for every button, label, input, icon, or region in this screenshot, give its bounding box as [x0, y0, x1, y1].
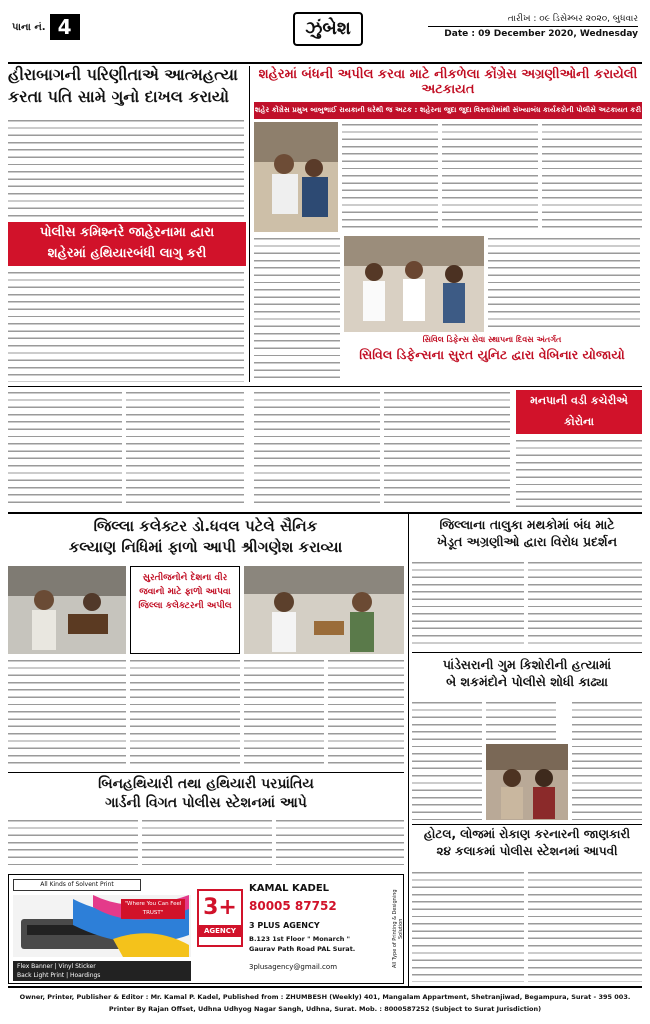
article-body-hotel-2 — [528, 870, 642, 982]
headline-arms-notice-line1: બિનહથિયારી તથા હથિયારી પરપ્રાંતિય — [98, 776, 314, 792]
article-body-police-notice — [8, 270, 244, 382]
article-body-congress-3 — [542, 122, 642, 232]
headline-hirabag-line2: કરતા પતિ સામે ગુનો દાખલ કરાયો — [8, 87, 230, 107]
ad-company: 3 PLUS AGENCY — [249, 921, 320, 930]
ad-logo-label: AGENCY — [199, 925, 241, 937]
photo-pandesara — [486, 744, 568, 820]
headline-hotel-line2: ૨૪ કલાકમાં પોલીસ સ્ટેશનમાં આપવી — [436, 843, 618, 858]
photo-collector-1 — [8, 566, 126, 654]
article-body-collector-2 — [130, 658, 240, 768]
headline-bandh — [412, 518, 642, 550]
headline-collector-line1: જિલ્લા કલેક્ટર ડો.ધવલ પટેલે સૈનિક — [93, 517, 318, 535]
photo-collector-2 — [244, 566, 404, 654]
article-body-pandesara-1 — [412, 700, 482, 820]
headline-civil-defence: સિવિલ ડિફેન્સના સુરત યુનિટ દ્વારા વેબિનાર યોજાયો — [359, 347, 625, 362]
row-divider — [8, 386, 642, 387]
headline-congress: શહેરમાં બંધની અપીલ કરવા માટે નીકળેલા કોંગ્રેસ અગ્રણીઓની કરાયેલી અટકાયત — [258, 67, 638, 97]
article-body-congress-1 — [342, 122, 438, 232]
article-body-mid-1 — [254, 236, 340, 382]
article-body-collector-4 — [328, 658, 404, 768]
ad-tagline: All Kinds of Solvent Print — [13, 879, 141, 891]
page-number: 4 — [50, 14, 80, 40]
article-body-bandh-1 — [412, 560, 524, 648]
ad-contact-name: KAMAL KADEL — [249, 883, 330, 894]
row-divider-3 — [412, 652, 642, 653]
photo-congress-1 — [254, 122, 338, 232]
advertisement-3plus — [8, 874, 404, 984]
footer-line-2: Printer By Rajan Offset, Udhna Udhyog Nagar Sangh, Udhna, Surat. Mob. : 8000587252 (Subject to Surat Jurisdiction) — [108, 1005, 542, 1013]
headline-police-notice-line2: શહેરમાં હથિયારબંધી લાગુ કરી — [47, 246, 207, 261]
article-body-hirabag — [8, 118, 244, 218]
ad-address-2: Gaurav Path Road PAL Surat. — [249, 945, 356, 953]
article-body-row3-1 — [8, 390, 122, 508]
article-body-bandh-2 — [528, 560, 642, 648]
deck-congress: શહેર કોંગ્રેસ પ્રમુખ બાબુભાઈ રાયકાની ઘરેથી જ અટક : શહેરના જુદા જુદા વિસ્તારોમાંથી સંખ્યાબંધ કાર્યકરોની પોલીસે અટકાયત કરી — [254, 102, 642, 119]
page-label: પાના નં. — [12, 21, 46, 33]
row-divider-5 — [8, 772, 404, 773]
headline-police-notice — [8, 222, 246, 266]
headline-collector-line2: કલ્યાણ નિધિમાં ફાળો આપી શ્રીગણેશ કરાવ્યા — [68, 538, 343, 557]
article-body-collector-1 — [8, 658, 126, 768]
headline-bandh-line2: ખેડૂત અગ્રણીઓ દ્વારા વિરોધ પ્રદર્શન — [436, 534, 618, 550]
kicker-civil-defence: સિવિલ ડિફેન્સ સેવા સ્થાપના દિવસ અંતર્ગત — [422, 335, 562, 344]
headline-hirabag-line1: હીરાબાગની પરિણીતાએ આત્મહત્યા — [8, 65, 238, 84]
row-divider-2 — [8, 512, 642, 514]
page-number-block — [12, 14, 80, 40]
ad-service-2: Back Light Print | Hoardings — [17, 972, 101, 979]
dateline — [428, 12, 638, 41]
headline-police-notice-line1: પોલીસ કમિશ્નરે જાહેરનામા દ્વારા — [39, 225, 215, 240]
footer-imprint — [8, 986, 642, 1016]
ad-logo — [197, 889, 243, 947]
article-body-hotel-1 — [412, 870, 524, 982]
date-english: Date : 09 December 2020, Wednesday — [428, 26, 638, 41]
newspaper-page — [8, 8, 642, 1016]
footer-line-1: Owner, Printer, Publisher & Editor : Mr. Kamal P. Kadel, Published from : ZHUMBESH (Weekly) 401, Mangalam Appartment, Shetranjiwad, Begampura, Surat - 395 003. — [19, 993, 631, 1001]
ad-services — [13, 961, 191, 981]
collector-sidebar: સુરતીજનોને દેશના વીર જવાનો માટે ફાળો આપવા જિલ્લા કલેક્ટરની અપીલ — [130, 566, 240, 654]
article-body-civil-defence-2 — [384, 390, 510, 508]
headline-hirabag — [8, 66, 246, 107]
headline-pandesara-line2: બે શકમંદોને પોલીસે શોધી કાઢ્યા — [446, 674, 608, 690]
date-gujarati: તારીખ : ૦૯ ડિસેમ્બર ૨૦૨૦, બુધવાર — [507, 14, 638, 24]
headline-bandh-line1: જિલ્લાના તાલુકા મથકોમાં બંધ માટે — [439, 517, 615, 532]
headline-collector — [8, 518, 403, 557]
newspaper-logo: ઝુંબેશ — [293, 12, 363, 46]
article-body-arms-1 — [8, 818, 138, 870]
ad-email[interactable]: 3plusagency@gmail.com — [249, 963, 338, 971]
article-body-congress-2 — [442, 122, 538, 232]
article-body-arms-2 — [142, 818, 272, 870]
article-body-arms-3 — [276, 818, 404, 870]
ad-service-1: Flex Banner | Vinyl Sticker — [17, 963, 96, 970]
headline-corona-play — [516, 390, 642, 434]
headline-hotel — [412, 828, 642, 859]
ad-badge: "Where You Can Feel TRUST" — [121, 899, 185, 919]
ad-address-1: B.123 1st Floor " Monarch " — [249, 935, 351, 943]
article-body-row3-2 — [126, 390, 244, 508]
masthead — [8, 8, 642, 64]
article-body-civil-defence-1 — [254, 390, 380, 508]
article-body-pandesara-3 — [572, 700, 642, 820]
headline-pandesara-line1: પાંડેસરાની ગુમ કિશોરીની હત્યામાં — [442, 657, 612, 672]
article-body-corona-play — [516, 438, 642, 508]
ad-side-text: All Type of Printing & Designing Solution — [392, 889, 404, 969]
article-body-pandesara-2 — [486, 700, 556, 740]
column-divider — [249, 66, 250, 382]
article-body-collector-3 — [244, 658, 324, 768]
headline-arms-notice — [8, 776, 404, 811]
headline-arms-notice-line2: ગાર્ડની વિગત પોલીસ સ્ટેશનમાં આપે — [105, 795, 307, 812]
ad-logo-mark: 3+ — [203, 895, 237, 920]
row-divider-4 — [412, 824, 642, 825]
headline-corona-play-line1: મનપાની વડી કચેરીએ કોરોના — [530, 394, 628, 428]
article-body-congress-4 — [488, 236, 640, 332]
headline-hotel-line1: હોટલ, લોજમાં રોકાણ કરનારની જાણકારી — [423, 827, 631, 841]
column-divider-2 — [408, 514, 409, 986]
headline-pandesara — [412, 658, 642, 690]
ad-phone[interactable]: 80005 87752 — [249, 899, 337, 913]
photo-congress-2 — [344, 236, 484, 332]
